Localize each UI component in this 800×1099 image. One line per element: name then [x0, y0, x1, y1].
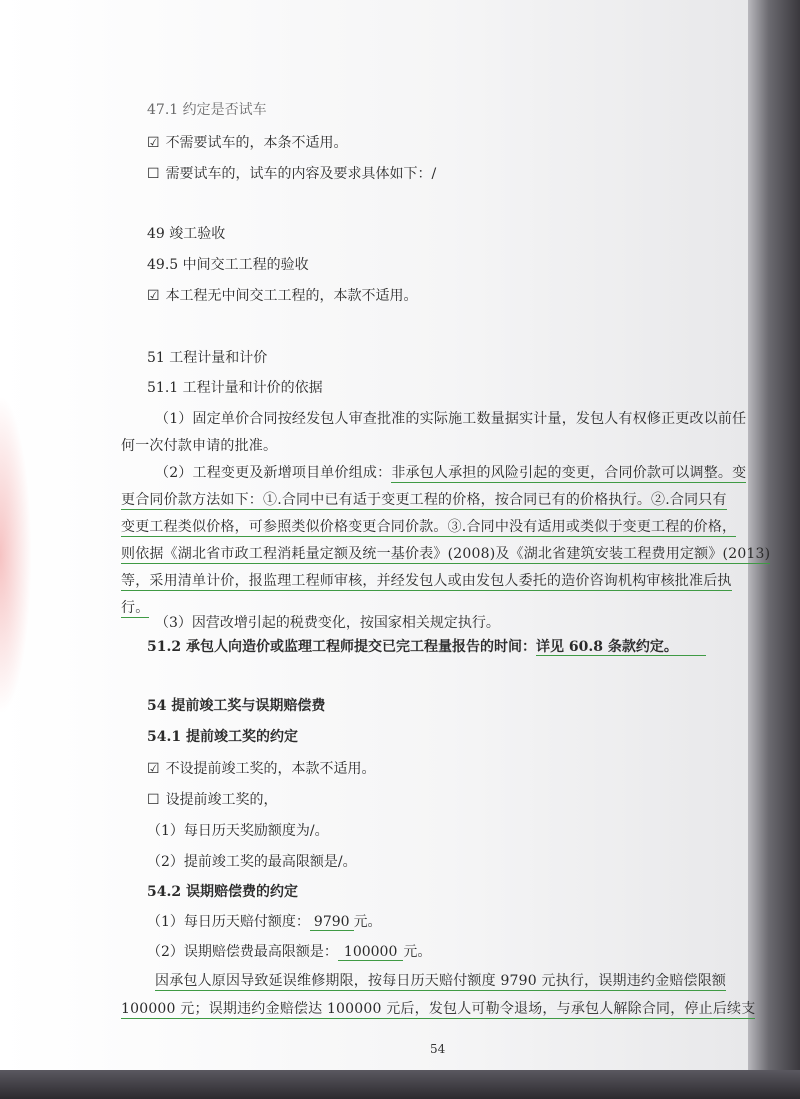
damages-daily-unit: 元。	[353, 914, 382, 930]
underlined-text: 100000 元；误期违约金赔偿达 100000 元后，发包人可勒令退场，与承包人解除合同，停止后续支	[121, 1001, 756, 1017]
section-54-heading: 54 提前竣工奖与误期赔偿费	[147, 698, 326, 714]
checked-box-icon: ☑	[147, 761, 160, 777]
bonus-max-amount: （2）提前竣工奖的最高限额是/。	[147, 854, 357, 870]
checked-box-icon: ☑	[147, 288, 160, 304]
damages-max-label: （2）误期赔偿费最高限额是：	[147, 944, 338, 960]
section-47-1-heading: 47.1 约定是否试车	[147, 102, 267, 118]
option-text: 本工程无中间交工工程的，本款不适用。	[165, 288, 418, 304]
page-stain	[0, 395, 32, 715]
paragraph-2-underlined: 非承包人承担的风险引起的变更，合同价款可以调整。变	[391, 465, 747, 481]
damages-daily-value: 9790	[310, 914, 354, 931]
underlined-text: 等，采用清单计价，报监理工程师审核，并经发包人或由发包人委托的造价咨询机构审核批准后执	[121, 573, 732, 589]
section-54-2-heading: 54.2 误期赔偿费的约定	[147, 884, 298, 900]
paragraph-3: （3）因营改增引起的税费变化，按国家相关规定执行。	[155, 615, 500, 631]
damages-max-value: 100000	[338, 944, 403, 961]
paragraph-2-line-2	[121, 491, 727, 509]
scan-bottom-edge	[0, 1070, 800, 1099]
underlined-text: 变更工程类似价格，可参照类似价格变更合同价款。③.合同中没有适用或类似于变更工程的价格，	[121, 519, 737, 535]
paragraph-2-line-5	[121, 572, 732, 590]
paragraph-2-line-4	[121, 545, 770, 563]
section-54-1-heading: 54.1 提前竣工奖的约定	[147, 729, 298, 745]
unchecked-box-icon: ☐	[147, 792, 160, 808]
page-number: 54	[430, 1042, 446, 1056]
section-49-5-heading: 49.5 中间交工工程的验收	[147, 257, 309, 273]
option-early-bonus	[147, 791, 278, 809]
checked-box-icon: ☑	[147, 135, 160, 151]
damages-max-unit: 元。	[403, 944, 432, 960]
section-51-2-value: 详见 60.8 条款约定。	[536, 639, 706, 656]
paragraph-1-line-1: （1）固定单价合同按经发包人审查批准的实际施工数量据实计量，发包人有权修正更改以前任	[155, 411, 747, 427]
option-text: 设提前竣工奖的，	[165, 792, 278, 808]
option-trial-run	[147, 165, 436, 183]
paragraph-2-intro: （2）工程变更及新增项目单价组成：	[155, 465, 392, 481]
option-text: 需要试车的，试车的内容及要求具体如下：/	[165, 166, 437, 182]
section-49-heading: 49 竣工验收	[147, 226, 226, 242]
unchecked-box-icon: ☐	[147, 166, 160, 182]
option-no-early-bonus	[147, 760, 376, 778]
section-51-2	[147, 638, 706, 656]
section-51-2-label: 51.2 承包人向造价或监理工程师提交已完工程量报告的时间：	[147, 639, 536, 655]
paragraph-2-line-1	[155, 464, 746, 482]
underlined-text: 则依据《湖北省市政工程消耗量定额及统一基价表》(2008)及《湖北省建筑安装工程费用定额》(2013)	[121, 546, 771, 562]
underlined-text: 因承包人原因导致延误维修期限，按每日历天赔付额度 9790 元执行，误期违约金赔偿限额	[155, 973, 727, 989]
option-text: 不设提前竣工奖的，本款不适用。	[165, 761, 376, 777]
damages-daily-label: （1）每日历天赔付额度：	[147, 914, 310, 930]
paragraph-2-line-6	[121, 599, 149, 617]
underlined-text: 更合同价款方法如下：①.合同中已有适于变更工程的价格，按合同已有的价格执行。②.合同只有	[121, 492, 727, 508]
damages-max	[147, 943, 431, 961]
option-text: 不需要试车的，本条不适用。	[165, 135, 348, 151]
underlined-text: 行。	[121, 600, 150, 616]
section-51-1-heading: 51.1 工程计量和计价的依据	[147, 380, 323, 396]
paragraph-1-line-2: 何一次付款申请的批准。	[121, 438, 278, 454]
option-no-trial-run	[147, 134, 348, 152]
paragraph-2-line-3	[121, 518, 736, 536]
option-no-intermediate	[147, 287, 418, 305]
section-51-heading: 51 工程计量和计价	[147, 350, 268, 366]
damages-text-line-1	[155, 972, 726, 990]
damages-daily	[147, 913, 382, 931]
damages-text-line-2	[121, 1000, 755, 1018]
bonus-daily-amount: （1）每日历天奖励额度为/。	[147, 823, 329, 839]
